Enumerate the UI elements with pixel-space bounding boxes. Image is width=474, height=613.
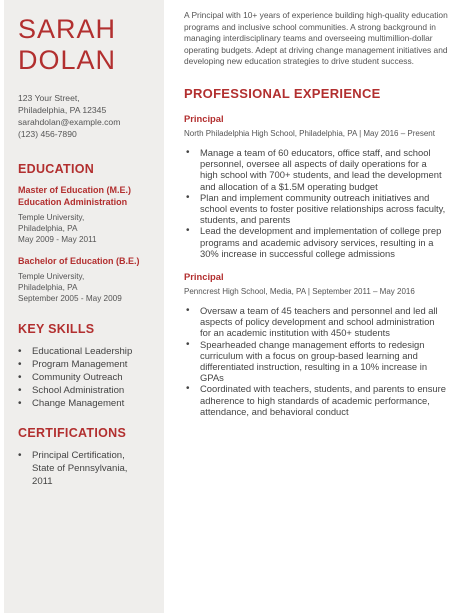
- job-bullets: [184, 305, 468, 417]
- school-name: Temple University,: [18, 272, 85, 281]
- certification-line: State of Pennsylvania,: [32, 463, 128, 474]
- education-meta: [18, 212, 154, 245]
- job-meta: Penncrest High School, Media, PA | September 2011 – May 2016: [184, 287, 415, 296]
- school-location: Philadelphia, PA: [18, 283, 78, 292]
- education-heading: EDUCATION: [18, 162, 95, 176]
- last-name: DOLAN: [18, 45, 117, 75]
- degree-title: [18, 255, 154, 267]
- contact-info: [18, 92, 154, 140]
- contact-phone: (123) 456-7890: [18, 129, 77, 139]
- contact-street: 123 Your Street,: [18, 93, 80, 103]
- contact-email[interactable]: sarahdolan@example.com: [18, 117, 121, 127]
- job-bullet: • Spearheaded change management efforts to redesign curriculum with a focus on group-based learning and differentiated instruction, resulting in a 10% increase in GPAs: [184, 339, 446, 384]
- school-location: Philadelphia, PA: [18, 224, 78, 233]
- professional-summary: A Principal with 10+ years of experience building high-quality education programs and inclusive school communities. A strong background in managing interdisciplinary teams and overseeing multimillion-dollar operating budgets. Adept at driving change management initiatives and developing new education strategies to drive student success.: [184, 10, 448, 67]
- sidebar: [4, 0, 164, 613]
- job-title: Principal: [184, 271, 224, 282]
- skill-item: • Educational Leadership: [18, 345, 154, 358]
- certification-line: • Principal Certification,: [32, 450, 125, 461]
- job-bullet: • Manage a team of 60 educators, office staff, and school personnel, oversee all aspects of daily operations for a high school with 700+ students, and lead the development and allocation of a $1.5M operating budget: [184, 147, 446, 192]
- job-bullet: • Coordinated with teachers, students, and parents to ensure adherence to high standards of academic performance, attendance, and behavioral conduct: [184, 383, 446, 417]
- degree-line: Master of Education (M.E.): [18, 185, 132, 195]
- job-meta: North Philadelphia High School, Philadelphia, PA | May 2016 – Present: [184, 128, 435, 138]
- skill-item: • Program Management: [18, 358, 154, 371]
- education-dates: May 2009 - May 2011: [18, 235, 97, 244]
- skill-item: • Change Management: [18, 397, 154, 410]
- certification-line: 2011: [32, 476, 53, 487]
- certifications-heading: CERTIFICATIONS: [18, 426, 127, 440]
- certification-item: [18, 449, 154, 488]
- degree-title: [18, 184, 154, 208]
- job-bullet: • Plan and implement community outreach initiatives and school events to foster positive relationships across faculty, students, and parents: [184, 192, 446, 226]
- job-entry: [184, 113, 468, 259]
- skills-heading: KEY SKILLS: [18, 322, 95, 336]
- education-item: [18, 184, 154, 245]
- contact-city: Philadelphia, PA 12345: [18, 105, 107, 115]
- experience-heading: PROFESSIONAL EXPERIENCE: [184, 85, 381, 101]
- candidate-name: [18, 14, 154, 76]
- job-bullet: • Oversaw a team of 45 teachers and personnel and led all aspects of policy development and school administration for an academic institution with 450+ students: [184, 305, 446, 339]
- job-title: Principal: [184, 112, 224, 124]
- education-meta: [18, 271, 154, 304]
- job-bullet: • Lead the development and implementation of college prep programs and academic advisory services, resulting in a 30% increase in successful college admissions: [184, 225, 446, 259]
- job-entry: [184, 271, 468, 417]
- skill-item: • Community Outreach: [18, 371, 154, 384]
- school-name: Temple University,: [18, 213, 85, 222]
- degree-line: Bachelor of Education (B.E.): [18, 256, 140, 266]
- job-bullets: [184, 147, 468, 259]
- education-item: [18, 255, 154, 304]
- skills-list: [18, 345, 154, 410]
- education-dates: September 2005 - May 2009: [18, 294, 122, 303]
- first-name: SARAH: [18, 14, 117, 44]
- skill-item: • School Administration: [18, 384, 154, 397]
- degree-line: Education Administration: [18, 197, 128, 207]
- main-content: [172, 0, 468, 613]
- certifications-list: [18, 449, 154, 488]
